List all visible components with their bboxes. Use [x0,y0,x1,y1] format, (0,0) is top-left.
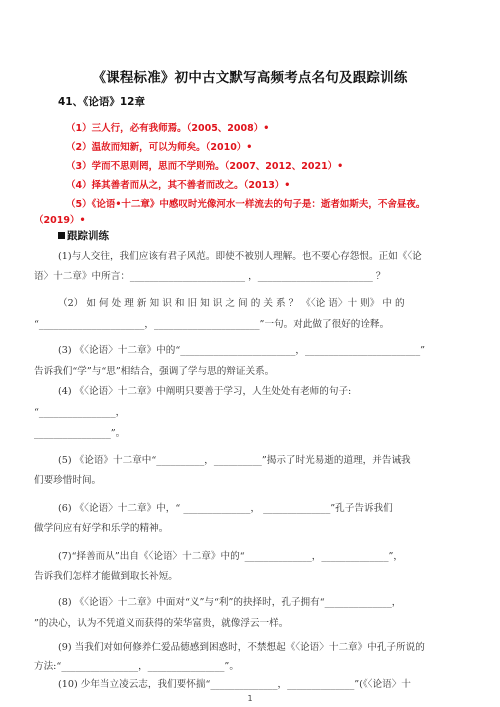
square-bullet-icon [58,232,65,239]
exercise-line: 告诉我们“学”与“思”相结合，强调了学与思的辩证关系。 [34,366,275,377]
exercise-line: ”的决心，认为不凭道义而获得的荣华富贵，就像浮云一样。 [34,618,289,629]
quote-1: （1）三人行，必有我师焉。（2005、2008）• [66,123,270,134]
quote-5-years: （2019）• [34,215,86,226]
exercise-line: (1)与人交往，我们应该有君子风范。即使不被别人理解。也不要心存怨恨。正如《〈论 [58,251,422,262]
exercise-line: (9) 当我们对如何修养仁爱品德感到困惑时，不禁想起《〈论语〉十二章》中孔子所说的 [58,642,425,653]
page-number: 1 [247,694,253,703]
exercise-line: (10) 少年当立凌云志，我们要怀揣“______________，______________”(《〈论语〉十 [58,679,411,690]
exercise-line: (8) 《〈论语〉十二章》中面对“义”与“利”的抉择时，孔子拥有“______________， [58,597,402,608]
exercise-line: (5) 《论语》十二章中“__________，__________”揭示了时光易逝的道理，并告诫我 [58,455,411,466]
quote-3: （3）学而不思则罔，思而不学则殆。（2007、2012、2021）• [66,161,344,172]
exercise-line: “________________， [34,407,126,418]
tracking-heading [58,228,109,243]
exercise-line: “______________________，______________________”一句。对此做了很好的诠释。 [34,319,390,330]
section-heading: 41、《论语》12章 [58,96,145,108]
quote-2: （2）温故而知新，可以为师矣。（2010）• [66,142,253,153]
page-title: 《课程标准》初中古文默写高频考点名句及跟踪训练 [92,70,408,86]
exercise-line: ________________”。 [34,428,126,439]
exercise-line: 们要珍惜时间。 [34,475,102,486]
exercise-line: 做学问应有好学和乐学的精神。 [34,523,169,534]
exercise-line: (4) 《〈论语〉十二章》中阐明只要善于学习，人生处处有老师的句子: [58,386,352,397]
exercise-line: (7)“择善而从”出自《〈论语〉十二章》中的“______________，______________”， [58,551,404,562]
exercise-line: 语〉十二章》中所言：________________________ ，________________________ ？ [34,271,386,282]
exercise-line: （2） 如 何 处 理 新 知 识 和 旧 知 识 之 间 的 关 系 ？ 《〈论 语〉十 则》 中 的 [58,298,405,309]
tracking-title: 跟踪训练 [67,230,109,242]
exercise-line: (3) 《〈论语〉十二章》中的“________________________，________________________” [58,345,426,356]
exercise-line: 告诉我们怎样才能做到取长补短。 [34,571,178,582]
quote-5: （5）《论语•十二章》中感叹时光像河水一样流去的句子是：逝者如斯夫，不舍昼夜。 [66,199,426,210]
quote-4: （4）择其善者而从之，其不善者而改之。（2013）• [66,180,291,191]
exercise-line: 方法:“________________，________________”。 [34,661,239,672]
exercise-line: (6) 《〈论语〉十二章》中，“ ______________， ______________”孔子告诉我们 [58,503,393,514]
